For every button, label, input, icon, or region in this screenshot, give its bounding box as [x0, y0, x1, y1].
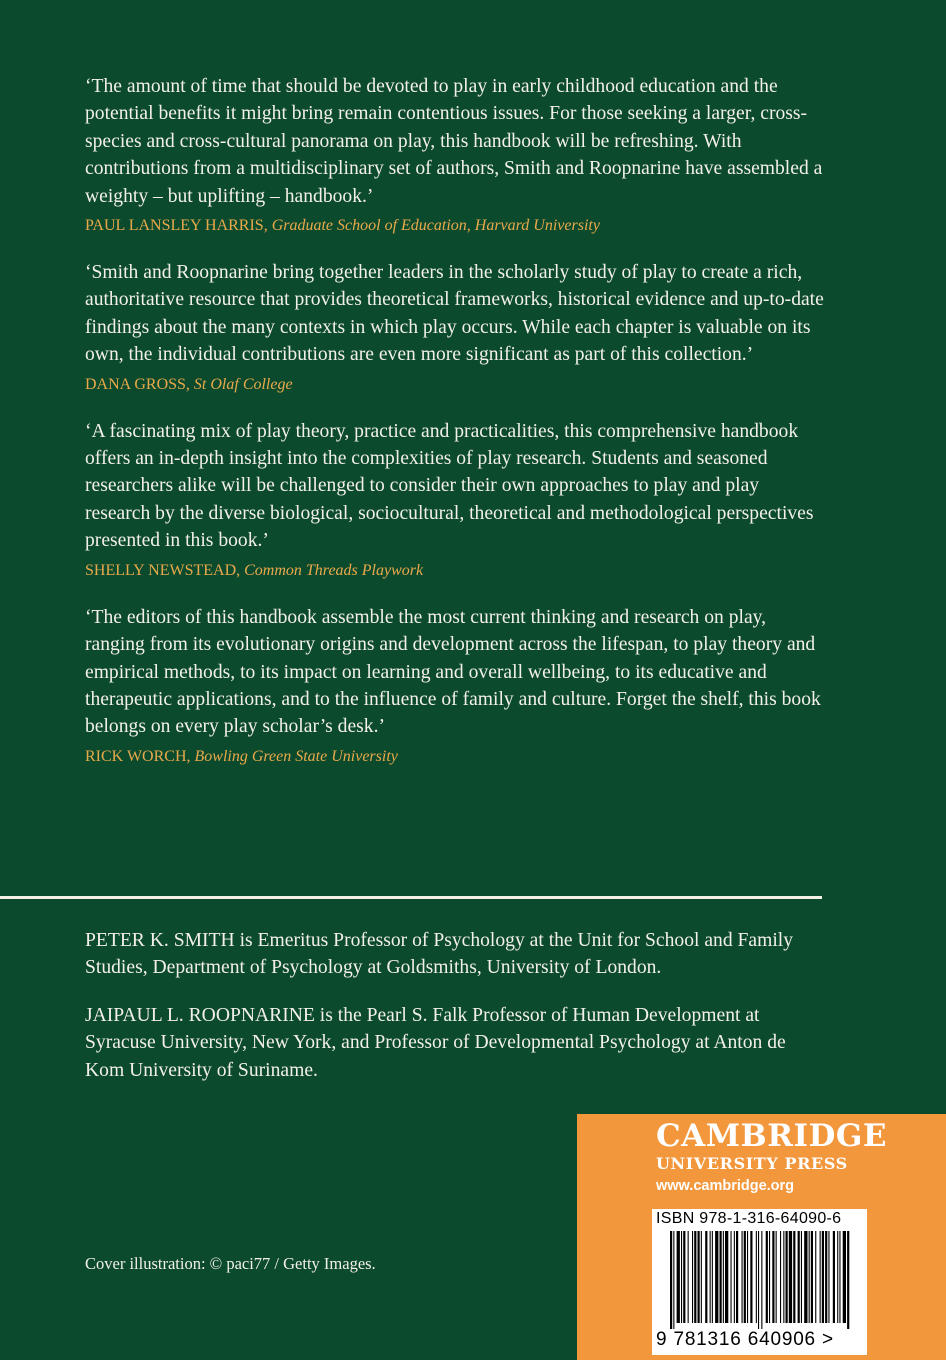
barcode-bar	[705, 1231, 707, 1323]
barcode-bar	[747, 1231, 748, 1323]
endorsement-text: ‘The editors of this handbook assemble the most current thinking and research on play, ranging from its evolutionary origins and development across the lifespan, to play theory and empirical methods, to its impact on learning and overall wellbeing, to its educative and therapeutic applications, and to the influence of family and culture. Forget the shelf, this book belongs on every play scholar’s desk.’	[85, 606, 821, 738]
endorsements	[85, 73, 825, 790]
barcode-bar	[734, 1231, 735, 1323]
barcode-bar	[839, 1231, 840, 1323]
bio-roopnarine: JAIPAUL L. ROOPNARINE is the Pearl S. Falk Professor of Human Development at Syracuse University, New York, and Professor of Developmental Psychology at Anton de Kom University of Suriname.	[85, 1004, 786, 1081]
barcode-bar	[694, 1231, 696, 1323]
barcode-bar	[804, 1231, 807, 1323]
barcode-bar	[756, 1231, 757, 1323]
barcode-bar	[789, 1231, 792, 1323]
barcode-bar	[825, 1231, 827, 1323]
publisher-logo-name: CAMBRIDGE	[656, 1118, 887, 1154]
barcode-bar	[692, 1231, 693, 1323]
barcode-bar	[677, 1231, 680, 1323]
editor-bios	[85, 927, 825, 1104]
publisher-url: www.cambridge.org	[656, 1178, 795, 1194]
publisher-logo-subname: UNIVERSITY PRESS	[656, 1154, 848, 1173]
barcode-bar	[843, 1231, 846, 1323]
barcode-bar	[683, 1231, 685, 1323]
barcode-bar	[731, 1231, 732, 1323]
endorsement-text: ‘A fascinating mix of play theory, practice and practicalities, this comprehensive handbook offers an in-depth insight into the complexities of play research. Students and seasoned researchers alike will be challenged to consider their own approaches to play and play research by the diverse biological, sociocultural, theoretical and methodological perspectives presented in this book.’	[85, 420, 814, 552]
barcode-bar	[681, 1231, 682, 1323]
barcode-bar	[736, 1231, 738, 1323]
barcode-bar	[758, 1231, 759, 1329]
publisher-panel	[577, 1114, 946, 1360]
barcode-bar	[811, 1231, 813, 1323]
barcode-bar	[809, 1231, 810, 1323]
endorsement-newstead	[85, 418, 825, 582]
barcode-bar	[798, 1231, 800, 1323]
barcode-bar	[761, 1231, 762, 1329]
isbn-barcode	[652, 1209, 867, 1355]
barcode-bar	[723, 1231, 724, 1323]
endorsement-harris	[85, 73, 825, 237]
endorsement-author: PAUL LANSLEY HARRIS,	[85, 217, 268, 235]
endorsement-attribution	[85, 560, 825, 582]
barcode-bar	[710, 1231, 711, 1323]
barcode-bar	[801, 1231, 802, 1323]
barcode-bar	[780, 1231, 781, 1323]
barcode-bar	[712, 1231, 713, 1323]
endorsement-affiliation: Common Threads Playwork	[244, 561, 424, 579]
endorsement-gross	[85, 259, 825, 396]
barcode-bar	[786, 1231, 788, 1323]
barcode-bar	[766, 1231, 768, 1323]
barcode-bar	[783, 1231, 784, 1323]
barcode-bar	[670, 1231, 672, 1329]
barcode-bar	[837, 1231, 838, 1323]
barcode-bar	[769, 1231, 770, 1323]
barcode-bar	[688, 1231, 689, 1323]
barcode-bar	[847, 1231, 849, 1329]
endorsement-attribution	[85, 746, 825, 768]
endorsement-author: DANA GROSS,	[85, 375, 190, 393]
barcode-bar	[815, 1231, 816, 1323]
endorsement-author: SHELLY NEWSTEAD,	[85, 561, 241, 579]
cover-credit: Cover illustration: © paci77 / Getty Images.	[85, 1254, 376, 1273]
endorsement-affiliation: St Olaf College	[193, 375, 293, 393]
endorsement-attribution	[85, 215, 825, 237]
barcode-bar	[720, 1231, 722, 1323]
endorsement-author: RICK WORCH,	[85, 747, 191, 765]
barcode-digits: 9 781316 640906 >	[656, 1329, 834, 1350]
endorsement-affiliation: Graduate School of Education, Harvard University	[271, 217, 600, 235]
endorsement-attribution	[85, 374, 825, 396]
barcode-bar	[750, 1231, 752, 1323]
barcode-bar	[715, 1231, 718, 1323]
endorsement-worch	[85, 604, 825, 768]
barcode-bar	[698, 1231, 700, 1323]
bio-smith: PETER K. SMITH is Emeritus Professor of Psychology at the Unit for School and Family Studies, Department of Psychology at Goldsmiths, University of London.	[85, 930, 794, 979]
barcode-bar	[742, 1231, 743, 1323]
barcode-bar	[828, 1231, 829, 1323]
barcode-bar	[673, 1231, 674, 1329]
barcode-bar	[822, 1231, 824, 1323]
barcode-bar	[833, 1231, 835, 1323]
barcode-bar	[744, 1231, 746, 1323]
barcode-bar	[701, 1231, 702, 1323]
barcode-bars	[662, 1231, 858, 1329]
endorsement-text: ‘The amount of time that should be devoted to play in early childhood education and the potential benefits it might bring remain contentious issues. For those seeking a larger, cross-species and cross-cultural panorama on play, this handbook will be refreshing. With contributions from a multidisciplinary set of authors, Smith and Roopnarine have assembled a weighty – but uplifting – handbook.’	[85, 76, 823, 207]
barcode-bar	[820, 1231, 821, 1323]
endorsement-text: ‘Smith and Roopnarine bring together leaders in the scholarly study of play to create a rich, authoritative resource that provides theoretical frameworks, historical evidence and up-to-date findings about the many contexts in which play occurs. While each chapter is valuable on its own, the individual contributions are even more significant as part of this collection.’	[85, 262, 824, 366]
barcode-bar	[725, 1231, 728, 1323]
barcode-bar	[793, 1231, 795, 1323]
barcode-bar	[772, 1231, 774, 1323]
isbn-label: ISBN 978-1-316-64090-6	[656, 1210, 842, 1227]
barcode-bar	[776, 1231, 777, 1323]
endorsement-affiliation: Bowling Green State University	[194, 747, 398, 765]
section-divider	[0, 896, 822, 899]
